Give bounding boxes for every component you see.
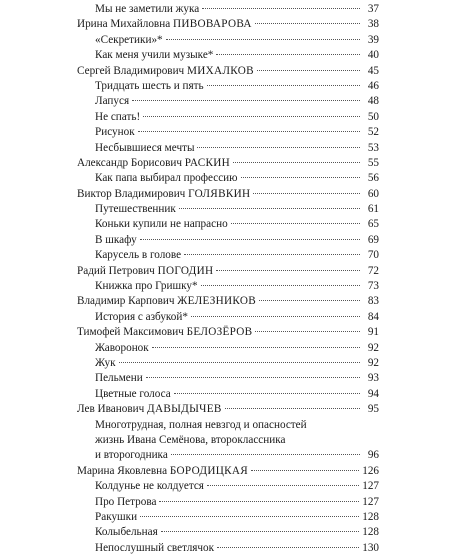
page-number: 126 — [362, 464, 379, 477]
story-title: Про Петрова — [95, 495, 157, 508]
toc-entry-row — [77, 448, 379, 463]
story-title: Путешественник — [95, 203, 176, 216]
author-first-names: Радий Петрович — [77, 264, 155, 277]
toc-entry-row — [77, 248, 379, 263]
author-surname: ПИВОВАРОВА — [172, 18, 252, 31]
dot-leader — [233, 162, 360, 163]
page-number: 38 — [367, 18, 379, 31]
page-number: 40 — [367, 49, 379, 62]
page-number: 127 — [362, 480, 379, 493]
dot-leader — [253, 193, 360, 194]
author-surname: ЖЕЛЕЗНИКОВ — [177, 295, 257, 308]
dot-leader — [207, 485, 359, 486]
dot-leader — [171, 454, 360, 455]
story-title: Многотрудная, полная невзгод и опасностей — [95, 418, 307, 431]
toc-entry-row — [77, 310, 379, 325]
dot-leader — [216, 270, 360, 271]
author-name — [77, 402, 222, 417]
author-name — [77, 17, 252, 32]
page-number: 52 — [367, 126, 379, 139]
toc-entry-row — [77, 356, 379, 371]
toc-author-row — [77, 64, 379, 79]
story-title: Ракушки — [95, 510, 138, 523]
dot-leader — [143, 116, 360, 117]
dot-leader — [201, 285, 360, 286]
dot-leader — [217, 547, 359, 548]
dot-leader — [191, 316, 360, 317]
toc-entry-row — [77, 202, 379, 217]
author-name — [77, 264, 213, 279]
page-number: 72 — [367, 264, 379, 277]
dot-leader — [184, 254, 360, 255]
toc-entry-row — [77, 141, 379, 156]
dot-leader — [251, 470, 359, 471]
author-first-names: Александр Борисович — [77, 156, 182, 169]
page-number: 73 — [367, 280, 379, 293]
page-number: 46 — [367, 79, 379, 92]
page-number: 45 — [367, 64, 379, 77]
author-surname: ГОЛЯВКИН — [188, 187, 251, 200]
page-number: 39 — [367, 33, 379, 46]
toc-author-row — [77, 464, 379, 479]
author-name — [77, 156, 230, 171]
toc-entry-row — [77, 510, 379, 525]
dot-leader — [225, 408, 360, 409]
story-title: «Секретики»* — [95, 33, 163, 46]
page-number: 91 — [367, 326, 379, 339]
dot-leader — [197, 147, 360, 148]
story-title: жизнь Ивана Семёнова, второклассника — [95, 433, 286, 446]
story-title: Цветные голоса — [95, 387, 171, 400]
author-first-names: Владимир Карпович — [77, 295, 175, 308]
toc-entry-row — [77, 387, 379, 402]
page-number: 84 — [367, 310, 379, 323]
author-surname: РАСКИН — [184, 156, 230, 169]
toc-entry-row — [77, 418, 379, 433]
story-title: Мы не заметили жука — [95, 3, 200, 15]
dot-leader — [255, 331, 360, 332]
toc-entry-row — [77, 217, 379, 232]
toc-entry-row — [77, 525, 379, 540]
story-title: Карусель в голове — [95, 249, 182, 262]
page-number: 69 — [367, 233, 379, 246]
author-name — [77, 187, 250, 202]
page-number: 60 — [367, 187, 379, 200]
dot-leader — [179, 208, 360, 209]
page-number: 55 — [367, 156, 379, 169]
toc-entry-row — [77, 2, 379, 17]
story-title: История с азбукой* — [95, 310, 188, 323]
toc-entry-row — [77, 279, 379, 294]
toc-entry-row — [77, 479, 379, 494]
page-number: 128 — [362, 526, 379, 539]
page-number: 92 — [367, 341, 379, 354]
story-title: Непослушный светлячок — [95, 541, 215, 554]
dot-leader — [152, 347, 360, 348]
dot-leader — [140, 239, 360, 240]
story-title: Рисунок — [95, 126, 135, 139]
author-first-names: Виктор Владимирович — [77, 187, 186, 200]
author-name — [77, 64, 254, 79]
story-title: Коньки купили не напрасно — [95, 218, 228, 231]
toc-entry-row — [77, 541, 379, 556]
dot-leader — [207, 85, 360, 86]
page-number: 61 — [367, 203, 379, 216]
page-number: 83 — [367, 295, 379, 308]
page-number: 94 — [367, 387, 379, 400]
toc-entry-row — [77, 171, 379, 186]
author-name — [77, 325, 252, 340]
page-number: 70 — [367, 249, 379, 262]
page-number: 95 — [367, 403, 379, 416]
author-first-names: Лев Иванович — [77, 403, 145, 416]
dot-leader — [259, 300, 360, 301]
author-surname: ПОГОДИН — [157, 264, 214, 277]
story-title: Не спать! — [95, 110, 141, 123]
author-surname: МИХАЛКОВ — [187, 64, 254, 77]
toc-entry-row — [77, 79, 379, 94]
toc-entry-row — [77, 233, 379, 248]
toc-entry-row — [77, 495, 379, 510]
story-title: Колыбельная — [95, 526, 158, 539]
story-title: Пельмени — [95, 372, 143, 385]
author-first-names: Марина Яковлевна — [77, 464, 168, 477]
author-name — [77, 294, 256, 309]
story-title: Книжка про Гришку* — [95, 280, 198, 293]
story-title: Жаворонок — [95, 341, 149, 354]
page-number: 93 — [367, 372, 379, 385]
story-title: Как меня учили музыке* — [95, 49, 214, 62]
author-first-names: Сергей Владимирович — [77, 64, 185, 77]
story-title: В шкафу — [95, 233, 137, 246]
story-title: Колдунье не колдуется — [95, 480, 204, 493]
toc-entry-row — [77, 94, 379, 109]
toc-entry-row — [77, 33, 379, 48]
toc-author-row — [77, 187, 379, 202]
author-name — [77, 464, 248, 479]
dot-leader — [161, 531, 359, 532]
toc-entry-row — [77, 341, 379, 356]
dot-leader — [146, 377, 360, 378]
dot-leader — [216, 54, 360, 55]
dot-leader — [257, 70, 360, 71]
dot-leader — [166, 39, 360, 40]
page-number: 50 — [367, 110, 379, 123]
dot-leader — [138, 131, 360, 132]
author-first-names: Ирина Михайловна — [77, 18, 171, 31]
toc-entry-row — [77, 110, 379, 125]
dot-leader — [132, 100, 360, 101]
author-first-names: Тимофей Максимович — [77, 326, 184, 339]
toc-author-row — [77, 156, 379, 171]
toc-entry-row — [77, 371, 379, 386]
author-surname: БЕЛОЗЁРОВ — [186, 326, 253, 339]
toc-entry-row — [77, 125, 379, 140]
page-number: 127 — [362, 495, 379, 508]
dot-leader — [202, 8, 360, 9]
page-number: 65 — [367, 218, 379, 231]
dot-leader — [231, 223, 360, 224]
page-number: 53 — [367, 141, 379, 154]
toc-author-row — [77, 17, 379, 32]
page-number: 130 — [362, 541, 379, 554]
story-title: Жук — [95, 356, 116, 369]
story-title: и второгодника — [95, 449, 168, 462]
table-of-contents — [77, 2, 379, 556]
dot-leader — [255, 23, 360, 24]
toc-author-row — [77, 264, 379, 279]
page-number: 37 — [367, 3, 379, 15]
dot-leader — [159, 501, 359, 502]
dot-leader — [140, 516, 359, 517]
story-title: Лапуся — [95, 95, 130, 108]
dot-leader — [119, 362, 360, 363]
page-number: 92 — [367, 356, 379, 369]
dot-leader — [241, 177, 360, 178]
toc-entry-row — [77, 48, 379, 63]
toc-author-row — [77, 294, 379, 309]
author-surname: БОРОДИЦКАЯ — [169, 464, 248, 477]
story-title: Несбывшиеся мечты — [95, 141, 195, 154]
page-number: 48 — [367, 95, 379, 108]
author-surname: ДАВЫДЫЧЕВ — [147, 403, 222, 416]
toc-author-row — [77, 402, 379, 417]
story-title: Тридцать шесть и пять — [95, 79, 204, 92]
toc-entry-row — [77, 433, 379, 448]
page-number: 96 — [367, 449, 379, 462]
page-number: 128 — [362, 510, 379, 523]
toc-author-row — [77, 325, 379, 340]
dot-leader — [174, 393, 360, 394]
story-title: Как папа выбирал профессию — [95, 172, 238, 185]
page-number: 56 — [367, 172, 379, 185]
